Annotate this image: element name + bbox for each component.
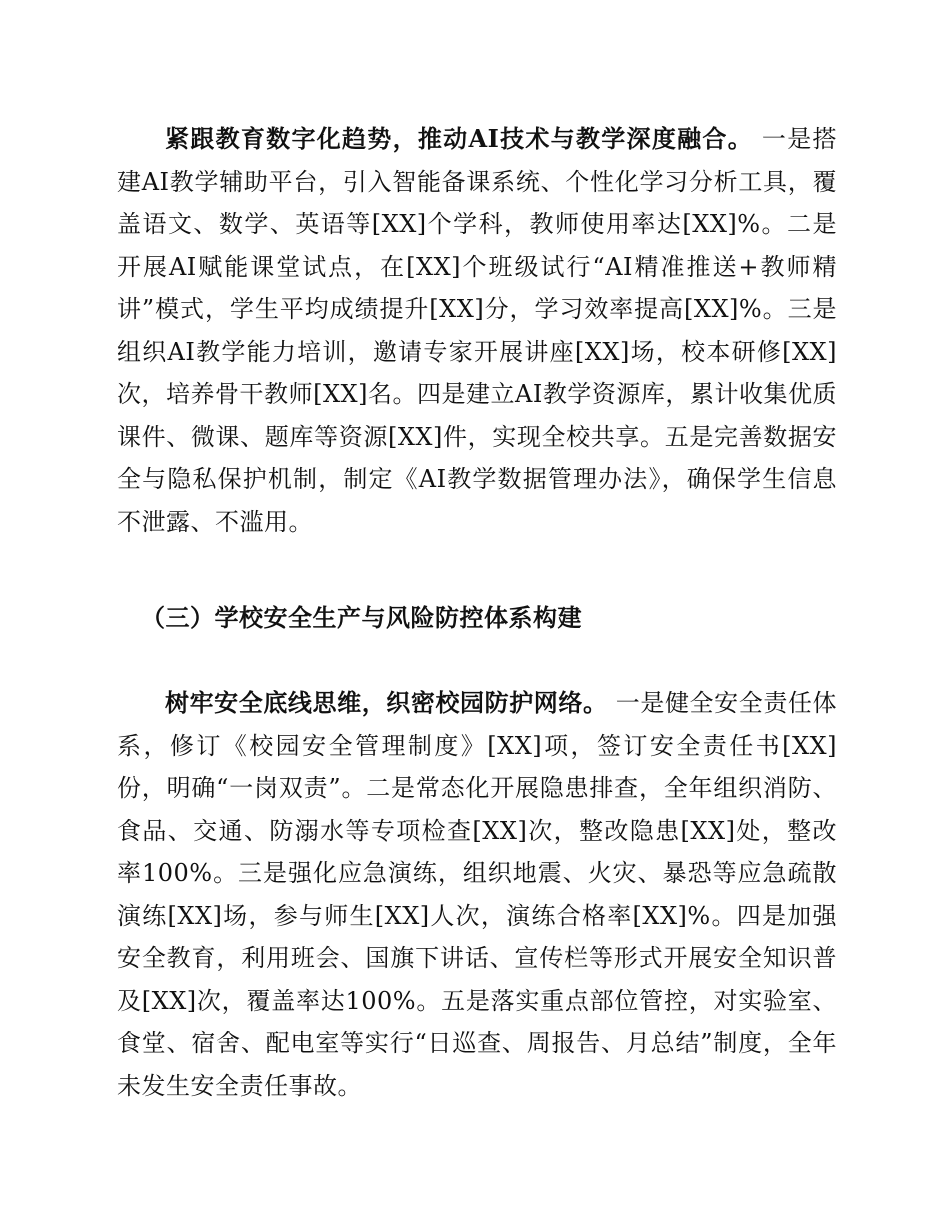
paragraph-lead: 紧跟教育数字化趋势，推动AI技术与教学深度融合。	[165, 124, 753, 153]
paragraph-safety	[117, 682, 837, 1107]
section-heading: （三）学校安全生产与风险防控体系构建	[141, 603, 582, 632]
paragraph-body: 一是健全安全责任体系，修订《校园安全管理制度》[XX]项，签订安全责任书[XX]份，明确“一岗双责”。二是常态化开展隐患排查，全年组织消防、食品、交通、防溺水等专项检查[XX]次，整改隐患[XX]处，整改率100%。三是强化应急演练，组织地震、火灾、暴恐等应急疏散演练[XX]场，参与师生[XX]人次，演练合格率[XX]%。四是加强安全教育，利用班会、国旗下讲话、宣传栏等形式开展安全知识普及[XX]次，覆盖率达100%。五是落实重点部位管控，对实验室、食堂、宿舍、配电室等实行“日巡查、周报告、月总结”制度，全年未发生安全责任事故。	[117, 689, 837, 1100]
paragraph-body: 一是搭建AI教学辅助平台，引入智能备课系统、个性化学习分析工具，覆盖语文、数学、英语等[XX]个学科，教师使用率达[XX]%。二是开展AI赋能课堂试点，在[XX]个班级试行“AI精准推送+教师精讲”模式，学生平均成绩提升[XX]分，学习效率提高[XX]%。三是组织AI教学能力培训，邀请专家开展讲座[XX]场，校本研修[XX]次，培养骨干教师[XX]名。四是建立AI教学资源库，累计收集优质课件、微课、题库等资源[XX]件，实现全校共享。五是完善数据安全与隐私保护机制，制定《AI教学数据管理办法》，确保学生信息不泄露、不滥用。	[117, 125, 837, 536]
paragraph-ai-teaching	[117, 118, 837, 543]
paragraph-lead: 树牢安全底线思维，织密校园防护网络。	[165, 688, 608, 717]
